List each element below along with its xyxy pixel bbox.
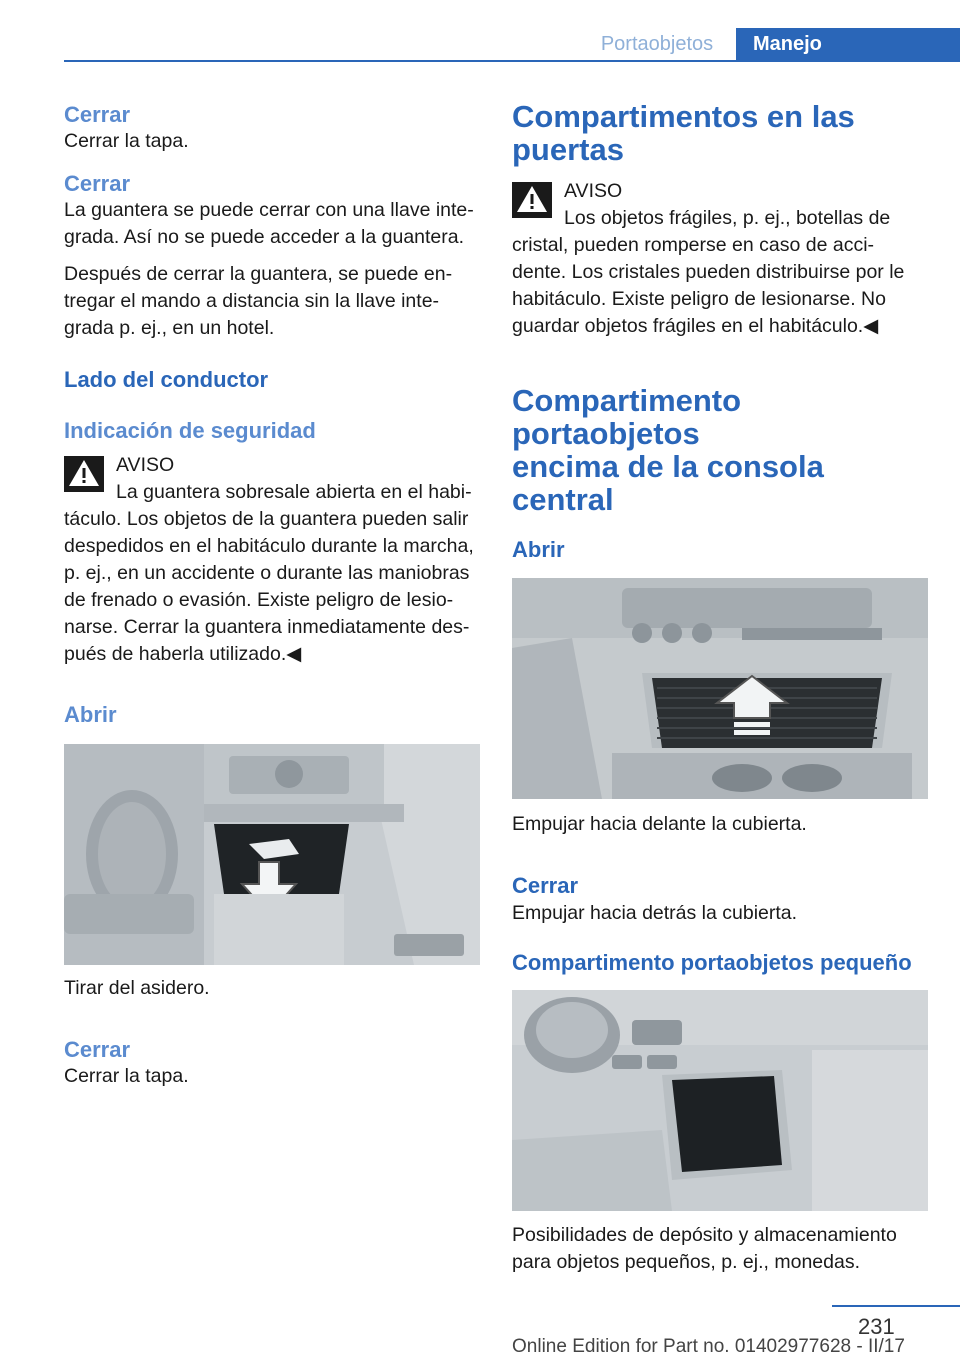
left-column	[64, 100, 480, 1090]
warning-text: Los objetos frágiles, p. ej., botellas de	[564, 207, 891, 229]
footer-rule	[832, 1305, 960, 1307]
heading-cerrar: Cerrar	[64, 102, 131, 127]
paragraph: Cerrar la tapa.	[64, 1065, 189, 1087]
paragraph: grada. Así no se puede acceder a la guantera.	[64, 226, 465, 248]
heading-cerrar: Cerrar	[64, 171, 131, 196]
footer-edition: Online Edition for Part no. 01402977628 - II/17	[512, 1336, 905, 1357]
warning-block	[64, 452, 480, 668]
small-compartment-illustration	[512, 990, 928, 1211]
paragraph: Empujar hacia detrás la cubierta.	[512, 902, 798, 924]
header-rule	[64, 60, 960, 62]
warning-triangle-icon	[512, 182, 552, 218]
paragraph: grada p. ej., en un hotel.	[64, 317, 275, 339]
paragraph: La guantera se puede cerrar con una llave inte‐	[64, 199, 474, 221]
heading-compartimentos-puertas: puertas	[512, 132, 624, 167]
warning-text: de frenado o evasión. Existe peligro de lesio‐	[64, 589, 454, 611]
warning-text: despedidos en el habitáculo durante la marcha,	[64, 535, 474, 557]
warning-title: AVISO	[564, 180, 623, 202]
warning-text: habitáculo. Existe peligro de lesionarse. No	[512, 288, 886, 310]
heading-cerrar: Cerrar	[512, 873, 579, 898]
warning-text: guardar objetos frágiles en el habitáculo.◀	[512, 315, 879, 337]
heading-indicacion-seguridad: Indicación de seguridad	[64, 418, 316, 443]
image-caption: Posibilidades de depósito y almacenamiento	[512, 1224, 897, 1246]
warning-text: cristal, pueden romperse en caso de acci‐	[512, 234, 875, 256]
heading-abrir: Abrir	[512, 537, 565, 562]
header-chapter: Manejo	[736, 28, 960, 60]
page-number: 231	[858, 1314, 895, 1339]
warning-text: dente. Los cristales pueden distribuirse por le	[512, 261, 905, 283]
heading-cerrar: Cerrar	[64, 1037, 131, 1062]
heading-compartimento-pequeno: Compartimento portaobjetos pequeño	[512, 950, 912, 975]
warning-text: La guantera sobresale abierta en el habi‐	[116, 481, 472, 503]
warning-block	[512, 178, 930, 340]
heading-compartimento-consola: encima de la consola central	[512, 449, 824, 517]
paragraph: Después de cerrar la guantera, se puede en‐	[64, 263, 453, 285]
console-cover-illustration	[512, 578, 928, 799]
glovebox-illustration	[64, 744, 480, 965]
warning-text: pués de haberla utilizado.◀	[64, 643, 302, 665]
warning-text: narse. Cerrar la guantera inmediatamente des‐	[64, 616, 470, 638]
heading-compartimentos-puertas: Compartimentos en las	[512, 99, 855, 134]
paragraph: tregar el mando a distancia sin la llave inte‐	[64, 290, 440, 312]
image-caption: Empujar hacia delante la cubierta.	[512, 813, 807, 835]
warning-text: p. ej., en un accidente o durante las maniobras	[64, 562, 470, 584]
warning-text: táculo. Los objetos de la guantera pueden salir	[64, 508, 469, 530]
heading-abrir: Abrir	[64, 702, 117, 727]
heading-lado-conductor: Lado del conductor	[64, 367, 269, 392]
image-caption: para objetos pequeños, p. ej., monedas.	[512, 1251, 860, 1273]
header-section: Portaobjetos	[600, 33, 714, 55]
image-caption: Tirar del asidero.	[64, 977, 210, 999]
heading-compartimento-consola: Compartimento portaobjetos	[512, 383, 742, 451]
right-column	[512, 100, 930, 1276]
paragraph: Cerrar la tapa.	[64, 130, 189, 152]
warning-title: AVISO	[116, 454, 175, 476]
warning-triangle-icon	[64, 456, 104, 492]
